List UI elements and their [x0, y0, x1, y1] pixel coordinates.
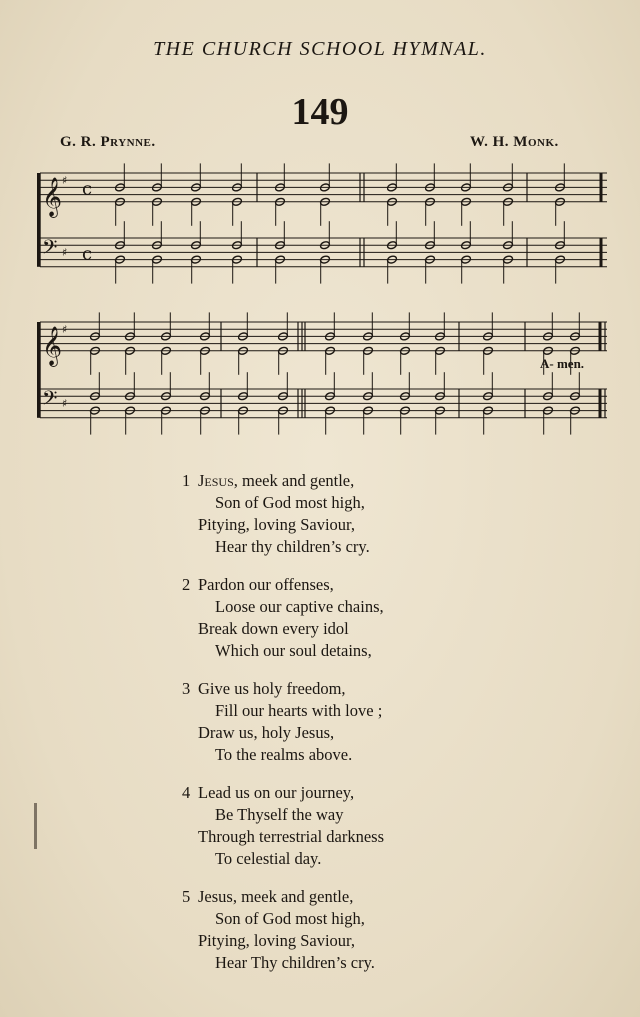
stanza-number: 2 — [182, 575, 191, 594]
stanza-2 — [182, 574, 384, 662]
system-brace — [37, 173, 40, 267]
stanza-5 — [182, 886, 375, 974]
stanza-first-word: Jesus, — [198, 471, 238, 490]
key-sharp: ♯ — [62, 246, 68, 259]
stanza-line: Jesus, meek and gentle, — [198, 887, 354, 906]
stanza-line: Draw us, holy Jesus, — [198, 723, 335, 742]
stanza-line: Be Thyself the way — [215, 805, 344, 824]
system-brace — [37, 322, 40, 418]
treble-clef: 𝄞 — [42, 325, 63, 366]
music-score — [0, 0, 640, 440]
stanza-line: Which our soul detains, — [215, 641, 372, 660]
stanza-line: To the realms above. — [215, 745, 353, 764]
time-signature: c — [82, 178, 93, 200]
bass-clef: 𝄢 — [42, 386, 58, 415]
stanza-number: 4 — [182, 783, 191, 802]
stanza-line: Son of God most high, — [215, 493, 365, 512]
stanza-line: Break down every idol — [198, 619, 349, 638]
time-signature: c — [82, 243, 93, 265]
running-title: THE CHURCH SCHOOL HYMNAL. — [153, 38, 487, 60]
stanza-number: 5 — [182, 887, 191, 906]
stanza-line: Lead us on our journey, — [198, 783, 355, 802]
stanza-line: Loose our captive chains, — [215, 597, 384, 616]
stanza-line: Pardon our offenses, — [198, 575, 334, 594]
margin-mark — [34, 803, 37, 849]
key-sharp: ♯ — [62, 322, 68, 336]
stanza-line: meek and gentle, — [242, 471, 355, 490]
stanza-line: Fill our hearts with love ; — [215, 701, 383, 720]
stanza-line: Give us holy freedom, — [198, 679, 346, 698]
amen-label: A- men. — [540, 356, 585, 371]
key-sharp: ♯ — [62, 173, 68, 187]
stanza-line: To celestial day. — [215, 849, 322, 868]
bass-clef: 𝄢 — [42, 235, 58, 264]
stanza-1 — [182, 470, 370, 558]
stanza-line: Through terrestrial darkness — [198, 827, 385, 846]
music-credit: W. H. Monk. — [470, 134, 559, 150]
stanza-number: 3 — [182, 679, 191, 698]
stanza-line: Hear Thy children’s cry. — [215, 953, 375, 972]
stanza-line: Hear thy children’s cry. — [215, 537, 370, 556]
stanza-line: Son of God most high, — [215, 909, 365, 928]
stanza-line: Pitying, loving Saviour, — [198, 515, 356, 534]
hymn-number: 149 — [291, 91, 349, 133]
stanza-number: 1 — [182, 471, 191, 490]
words-credit: G. R. Prynne. — [60, 134, 156, 150]
stanza-3 — [182, 678, 382, 766]
key-sharp: ♯ — [62, 397, 68, 410]
stanza-4 — [182, 782, 384, 870]
treble-clef: 𝄞 — [42, 176, 63, 217]
stanza-line: Pitying, loving Saviour, — [198, 931, 356, 950]
